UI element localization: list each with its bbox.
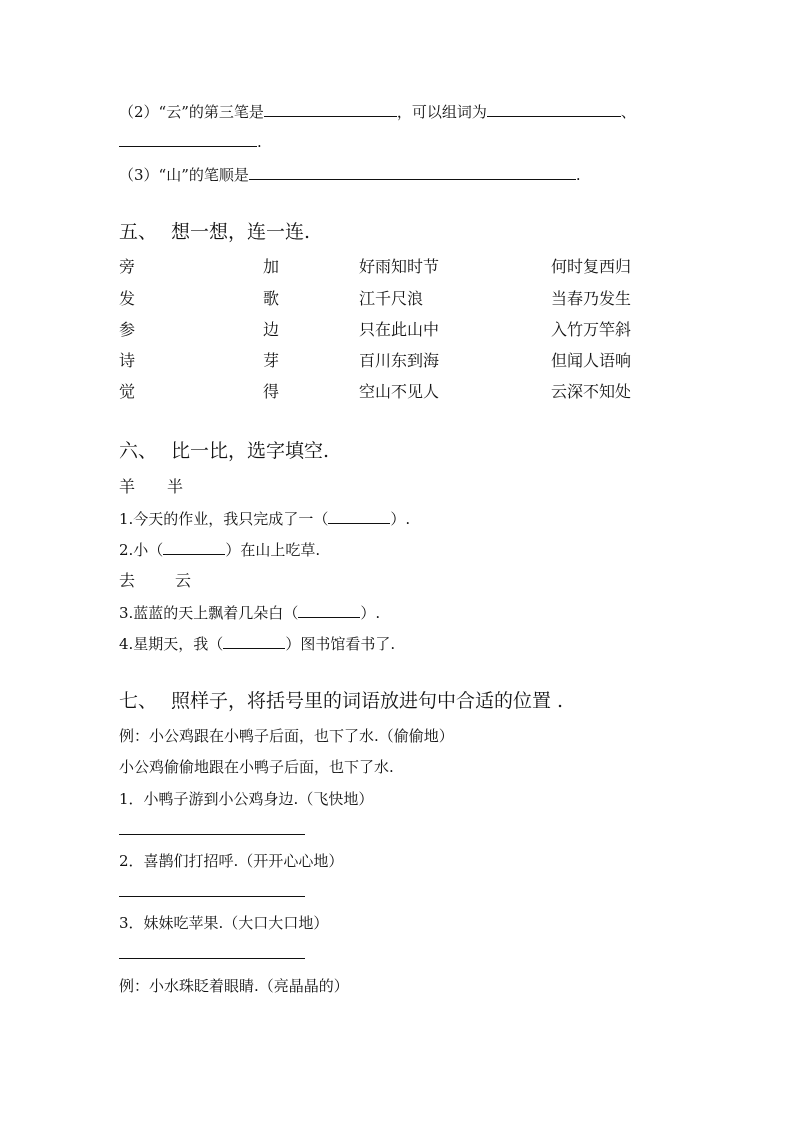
q6-pair-1-char-a: 羊 — [119, 477, 136, 496]
q5-col4-item[interactable]: 云深不知处 — [551, 382, 632, 401]
q4-item-2-sep: 、 — [620, 103, 636, 121]
q5-col3-item[interactable]: 百川东到海 — [359, 351, 440, 370]
q4-item-2-end: . — [257, 133, 262, 151]
q4-item-3 — [119, 164, 581, 185]
q6-sentence-2-post: ）在山上吃草. — [225, 541, 321, 559]
q4-item-3-end: . — [575, 166, 581, 184]
q6-sentence-4-blank[interactable] — [223, 633, 285, 649]
q7-item-3-answer-line[interactable] — [119, 958, 305, 959]
q7-heading — [119, 689, 563, 713]
q6-pair-1-char-b: 半 — [167, 477, 184, 496]
q6-pair-1 — [119, 477, 183, 497]
q5-col1-item[interactable]: 发 — [119, 289, 136, 308]
q5-col4-item[interactable]: 何时复西归 — [551, 257, 632, 276]
q5-col2-item[interactable]: 得 — [263, 382, 280, 401]
q5-col4-item[interactable]: 当春乃发生 — [551, 289, 632, 308]
q6-number: 六、 — [119, 440, 158, 462]
q5-col2-item[interactable]: 加 — [263, 257, 280, 276]
q5-col2-item[interactable]: 边 — [263, 320, 280, 339]
q6-sentence-2 — [119, 539, 320, 560]
q4-item-2-blank-stroke[interactable] — [264, 101, 397, 117]
q7-example-2: 例：小水珠眨着眼睛.（亮晶晶的） — [119, 977, 349, 995]
q6-sentence-1-blank[interactable] — [328, 508, 390, 524]
q5-col3-item[interactable]: 江千尺浪 — [359, 289, 424, 308]
q6-sentence-2-pre: 2.小（ — [119, 541, 164, 559]
q5-col3-item[interactable]: 空山不见人 — [359, 382, 440, 401]
q6-pair-2-char-a: 去 — [119, 571, 136, 590]
q7-item-1: 1．小鸭子游到小公鸡身边.（飞快地） — [119, 790, 374, 808]
q4-item-3-prefix: （3）“山”的笔顺是 — [119, 166, 249, 184]
q6-heading — [119, 439, 329, 463]
q4-item-2-blank-word2[interactable] — [119, 131, 257, 147]
q6-sentence-4 — [119, 633, 395, 654]
q5-col3-item[interactable]: 只在此山中 — [359, 320, 440, 339]
q6-sentence-4-pre: 4.星期天，我（ — [119, 635, 224, 653]
q5-col1-item[interactable]: 觉 — [119, 382, 136, 401]
q6-sentence-1-pre: 1.今天的作业，我只完成了一（ — [119, 510, 329, 528]
q7-number: 七、 — [119, 690, 158, 712]
q5-col1-item[interactable]: 诗 — [119, 351, 136, 370]
q4-item-2 — [119, 101, 636, 122]
q7-item-3: 3．妹妹吃苹果.（大口大口地） — [119, 914, 329, 932]
q5-col4-item[interactable]: 入竹万竿斜 — [551, 320, 632, 339]
q5-title: 想一想，连一连. — [171, 221, 311, 243]
q6-sentence-1-post: ）. — [390, 510, 411, 528]
q6-sentence-3-pre: 3.蓝蓝的天上飘着几朵白（ — [119, 604, 299, 622]
q5-col1-item[interactable]: 旁 — [119, 257, 136, 276]
q5-number: 五、 — [119, 221, 158, 243]
q7-item-2: 2．喜鹊们打招呼.（开开心心地） — [119, 852, 344, 870]
q6-sentence-4-post: ）图书馆看书了. — [285, 635, 396, 653]
q4-item-2-mid: ，可以组词为 — [396, 103, 487, 121]
q6-sentence-3-blank[interactable] — [298, 602, 360, 618]
q6-pair-2-char-b: 云 — [175, 571, 192, 590]
q6-sentence-3 — [119, 602, 380, 623]
q4-item-3-blank-order[interactable] — [249, 164, 576, 180]
q5-col3-item[interactable]: 好雨知时节 — [359, 257, 440, 276]
q5-col2-item[interactable]: 芽 — [263, 351, 280, 370]
q4-item-2-blank-word1[interactable] — [487, 101, 621, 117]
q6-sentence-1 — [119, 508, 410, 529]
q6-pair-2 — [119, 571, 191, 591]
q7-title: 照样子，将括号里的词语放进句中合适的位置 . — [171, 690, 564, 712]
q5-col2-item[interactable]: 歌 — [263, 289, 280, 308]
q7-example-1: 例：小公鸡跟在小鸭子后面，也下了水.（偷偷地） — [119, 727, 454, 745]
q7-item-1-answer-line[interactable] — [119, 834, 305, 835]
q7-example-1-answer: 小公鸡偷偷地跟在小鸭子后面，也下了水. — [119, 758, 394, 776]
q7-item-2-answer-line[interactable] — [119, 896, 305, 897]
q6-sentence-2-blank[interactable] — [163, 539, 225, 555]
q6-sentence-3-post: ）. — [360, 604, 381, 622]
q4-item-2-cont — [119, 131, 262, 152]
q4-item-2-prefix: （2）“云”的第三笔是 — [119, 103, 264, 121]
q5-col1-item[interactable]: 参 — [119, 320, 136, 339]
q5-heading — [119, 220, 310, 244]
q6-title: 比一比，选字填空. — [171, 440, 330, 462]
q5-col4-item[interactable]: 但闻人语响 — [551, 351, 632, 370]
